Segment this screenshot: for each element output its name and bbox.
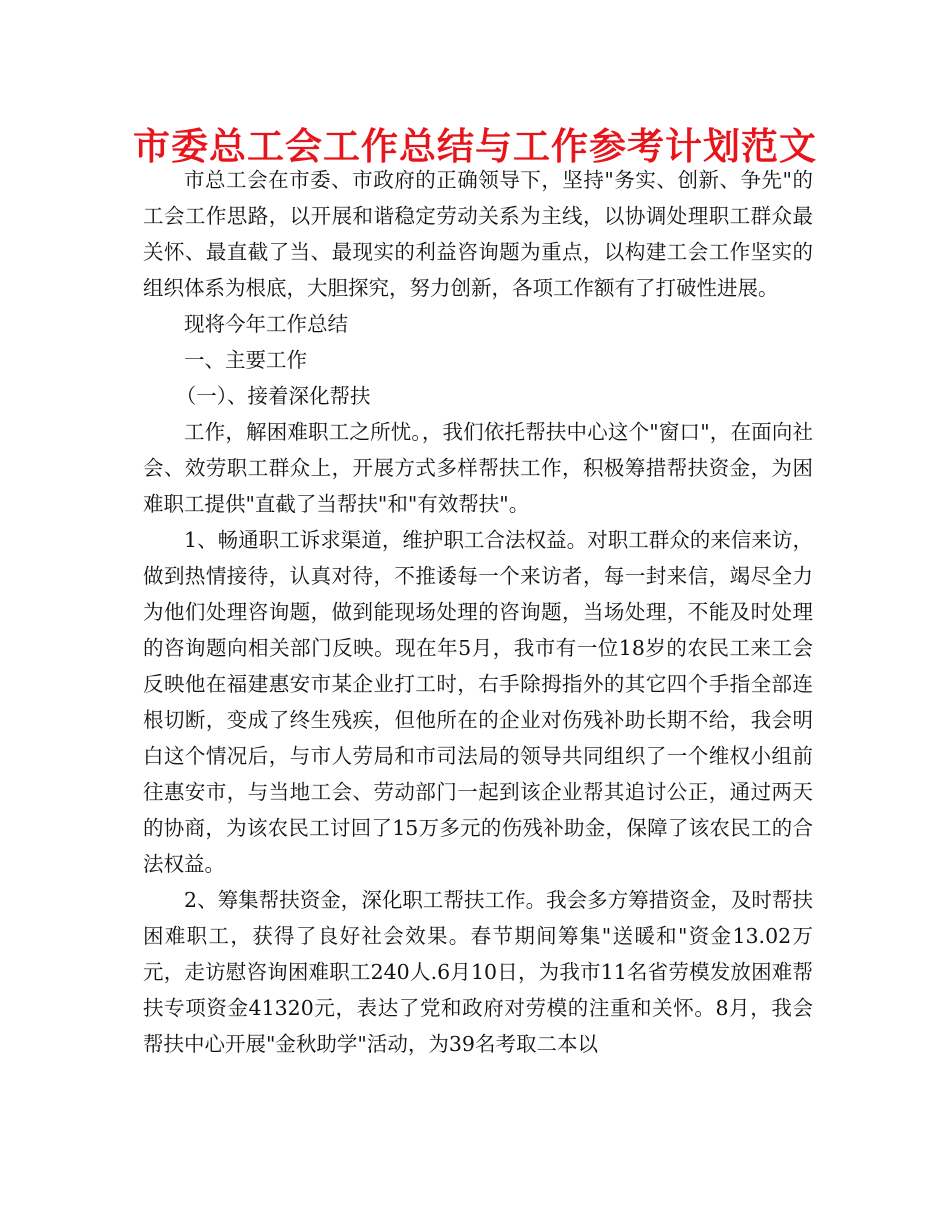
paragraph-item-2: 2、筹集帮扶资金，深化职工帮扶工作。我会多方筹措资金，及时帮扶困难职工，获得了良好社会效果。春节期间筹集"送暖和"资金13.02万元，走访慰咨询困难职工240人.6月10日，为我市11名省劳模发放困难帮扶专项资金41320元，表达了党和政府对劳模的注重和关怀。8月，我会帮扶中心开展"金秋助学"活动，为39名考取二本以 bbox=[143, 888, 813, 1056]
paragraph-item-1: 1、畅通职工诉求渠道，维护职工合法权益。对职工群众的来信来访，做到热情接待，认真对待，不推诿每一个来访者，每一封来信，竭尽全力为他们处理咨询题，做到能现场处理的咨询题，当场处理，不能及时处理的咨询题向相关部门反映。现在年5月，我市有一位18岁的农民工来工会反映他在福建惠安市某企业打工时，右手除拇指外的其它四个手指全部连根切断，变成了终生残疾，但他所在的企业对伤残补助长期不给，我会明白这个情况后，与市人劳局和市司法局的领导共同组织了一个维权小组前往惠安市，与当地工会、劳动部门一起到该企业帮其追讨公正，通过两天的协商，为该农民工讨回了15万多元的伤残补助金，保障了该农民工的合法权益。 bbox=[143, 528, 813, 876]
paragraph-assistance-work: 工作，解困难职工之所忧。，我们依托帮扶中心这个"窗口"，在面向社会、效劳职工群众上，开展方式多样帮扶工作，积极筹措帮扶资金，为困难职工提供"直截了当帮扶"和"有效帮扶"。 bbox=[143, 420, 813, 516]
paragraph-intro: 市总工会在市委、市政府的正确领导下，坚持"务实、创新、争先"的工会工作思路，以开展和谐稳定劳动关系为主线，以协调处理职工群众最关怀、最直截了当、最现实的利益咨询题为重点，以构建工会工作坚实的组织体系为根底，大胆探究，努力创新，各项工作额有了打破性进展。 bbox=[143, 168, 813, 300]
heading-subsection-1: （一）、接着深化帮扶 bbox=[175, 384, 371, 408]
document-title: 市委总工会工作总结与工作参考计划范文 bbox=[133, 125, 817, 168]
heading-main-work: 一、主要工作 bbox=[184, 348, 307, 372]
paragraph-summary-lead: 现将今年工作总结 bbox=[184, 312, 348, 336]
document-body bbox=[143, 162, 813, 1062]
